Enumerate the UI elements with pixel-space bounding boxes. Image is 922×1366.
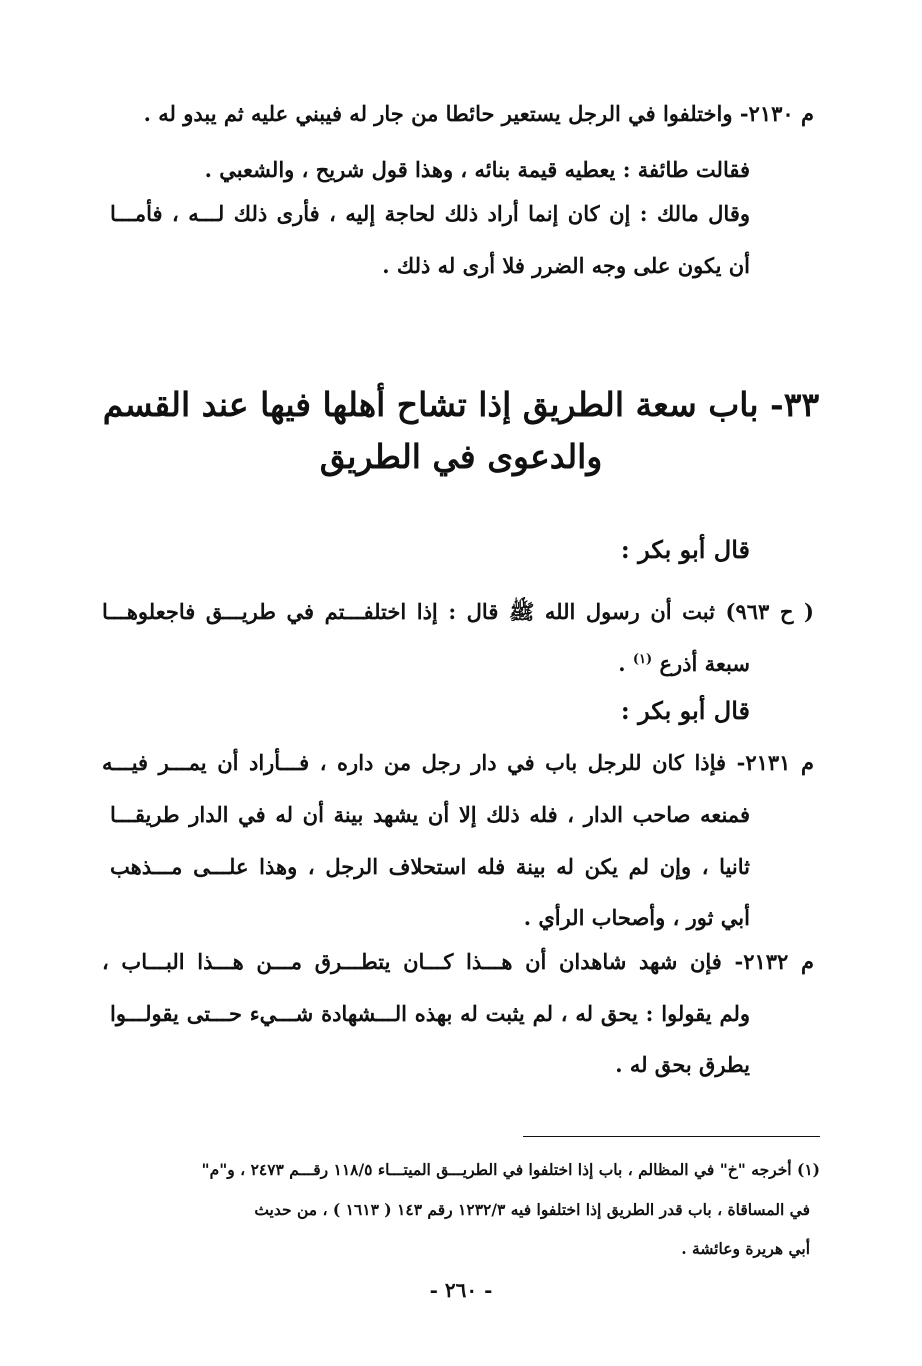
hadith-963-line-1: ( ح ٩٦٣) ثبت أن رسول الله ﷺ قال : إذا اختلفـــتم في طريـــق فاجعلوهـــا [102, 599, 814, 624]
footnote-ref[interactable]: (١) [632, 652, 653, 667]
abu-bakr-heading-1: قال أبو بكر : [620, 535, 750, 564]
footnote-line-1: (١) أخرجه "خ" في المظالم ، باب إذا اختلفوا في الطريـــق الميتـــاء ١١٨/٥ رقـــم ٢٤٧٣ ، و"م" [201, 1160, 820, 1179]
para-2130-line-1: م ٢١٣٠- واختلفوا في الرجل يستعير حائطا من جار له فيبني عليه ثم يبدو له . [143, 101, 814, 126]
abu-bakr-heading-2: قال أبو بكر : [620, 696, 750, 725]
para-2131-line-4: أبي ثور ، وأصحاب الرأي . [523, 905, 750, 930]
para-2132-line-2: ولم يقولوا : يحق له ، لم يثبت له بهذه الـــشهادة شـــيء حـــتى يقولـــوا [110, 1001, 750, 1026]
hadith-963-text: سبعة أذرع [659, 651, 750, 676]
para-2130-line-3: وقال مالك : إن كان إنما أراد ذلك لحاجة إليه ، فأرى ذلك لـــه ، فأمـــا [110, 201, 750, 226]
footnote-line-2: في المساقاة ، باب قدر الطريق إذا اختلفوا فيه ١٢٣٢/٣ رقم ١٤٣ ( ١٦١٣ ) ، من حديث [254, 1200, 810, 1219]
footnote-separator [523, 1136, 820, 1137]
para-2131-line-2: فمنعه صاحب الدار ، فله ذلك إلا أن يشهد بينة أن له في الدار طريقـــا [110, 802, 750, 827]
page-number: - ٢٦٠ - [429, 1278, 493, 1302]
para-2130-line-4: أن يكون على وجه الضرر فلا أرى له ذلك . [382, 253, 750, 278]
para-2130-line-2: فقالت طائفة : يعطيه قيمة بنائه ، وهذا قول شريح ، والشعبي . [204, 157, 750, 182]
footnote-line-3: أبي هريرة وعائشة . [681, 1239, 810, 1258]
para-2131-line-3: ثانيا ، وإن لم يكن له بينة فله استحلاف الرجل ، وهذا علـــى مـــذهب [110, 854, 750, 879]
para-2131-line-1: م ٢١٣١- فإذا كان للرجل باب في دار رجل من داره ، فـــأراد أن يمـــر فيـــه [102, 750, 814, 775]
hadith-963-line-2 [618, 645, 750, 679]
chapter-title-line-1: ٣٣- باب سعة الطريق إذا تشاح أهلها فيها عند القسم [102, 385, 820, 424]
para-2132-line-3: يطرق بحق له . [615, 1052, 750, 1077]
para-2132-line-1: م ٢١٣٢- فإن شهد شاهدان أن هـــذا كـــان يتطـــرق مـــن هـــذا البـــاب ، [102, 949, 814, 974]
chapter-title-line-2: والدعوى في الطريق [319, 437, 603, 476]
hadith-963-end: . [618, 651, 626, 676]
